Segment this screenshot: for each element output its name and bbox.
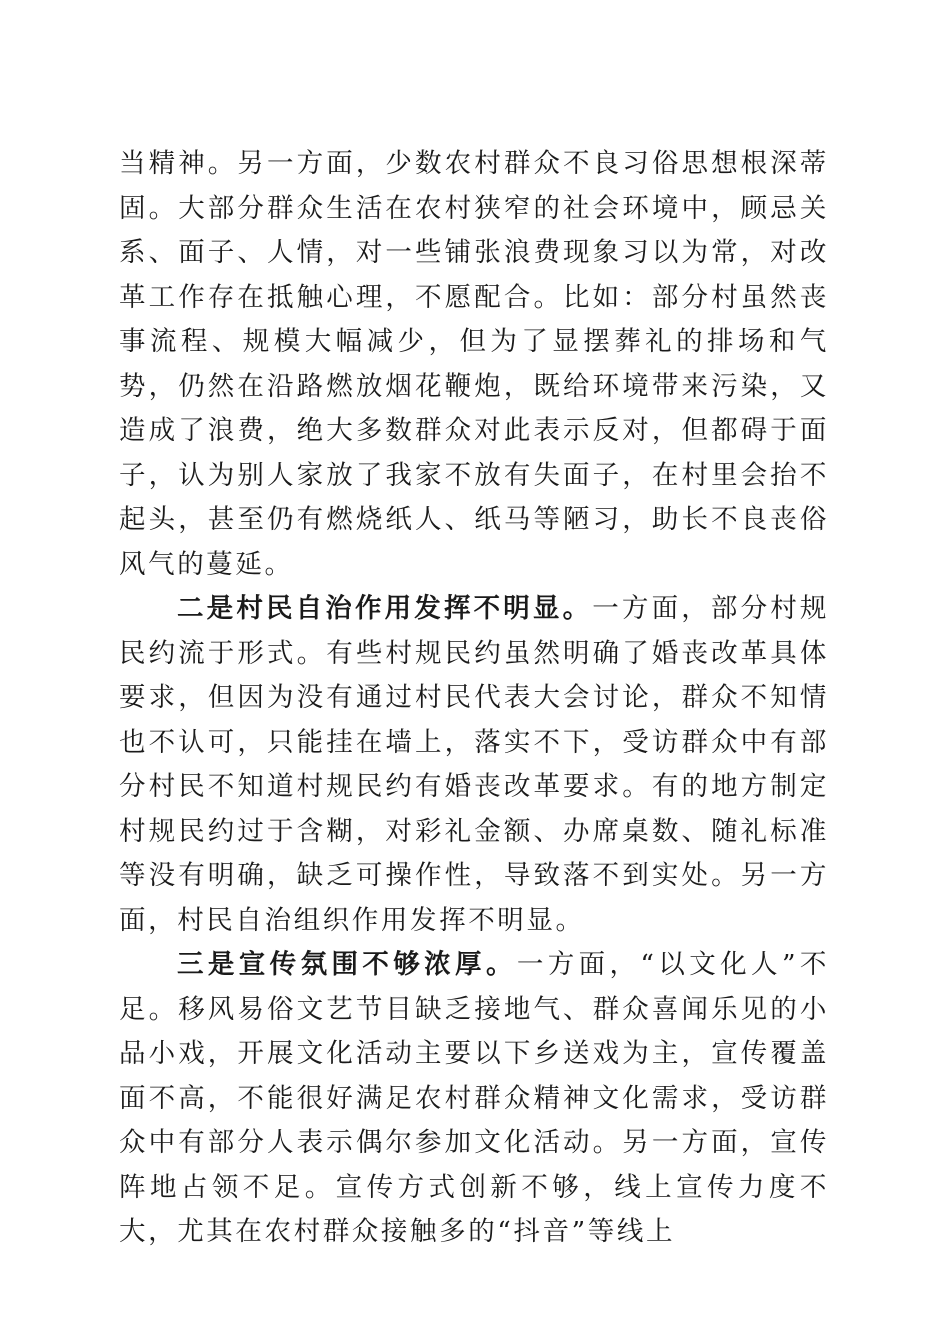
paragraph-1 — [119, 142, 829, 587]
paragraph-3-text: 一方面，“以文化人”不足。移风易俗文艺节目缺乏接地气、群众喜闻乐见的小品小戏，开展文化活动主要以下乡送戏为主，宣传覆盖面不高，不能很好满足农村群众精神文化需求，受访群众中有部分人表示偶尔参加文化活动。另一方面，宣传阵地占领不足。宣传方式创新不够，线上宣传力度不大，尤其在农村群众接触多的“抖音”等线上 — [119, 949, 829, 1247]
paragraph-3-lead: 三是宣传氛围不够浓厚。 — [177, 949, 517, 980]
paragraph-3 — [119, 943, 829, 1255]
paragraph-2-lead: 二是村民自治作用发挥不明显。 — [177, 593, 593, 624]
paragraph-2-text: 一方面，部分村规民约流于形式。有些村规民约虽然明确了婚丧改革具体要求，但因为没有通过村民代表大会讨论，群众不知情也不认可，只能挂在墙上，落实不下，受访群众中有部分村民不知道村规民约有婚丧改革要求。有的地方制定村规民约过于含糊，对彩礼金额、办席桌数、随礼标准等没有明确，缺乏可操作性，导致落不到实处。另一方面，村民自治组织作用发挥不明显。 — [119, 593, 829, 936]
paragraph-1-text: 当精神。另一方面，少数农村群众不良习俗思想根深蒂固。大部分群众生活在农村狭窄的社会环境中，顾忌关系、面子、人情，对一些铺张浪费现象习以为常，对改革工作存在抵触心理，不愿配合。比如：部分村虽然丧事流程、规模大幅减少，但为了显摆葬礼的排场和气势，仍然在沿路燃放烟花鞭炮，既给环境带来污染，又造成了浪费，绝大多数群众对此表示反对，但都碍于面子，认为别人家放了我家不放有失面子，在村里会抬不起头，甚至仍有燃烧纸人、纸马等陋习，助长不良丧俗风气的蔓延。 — [119, 148, 829, 580]
paragraph-2 — [119, 587, 829, 943]
body-text — [119, 142, 829, 1255]
